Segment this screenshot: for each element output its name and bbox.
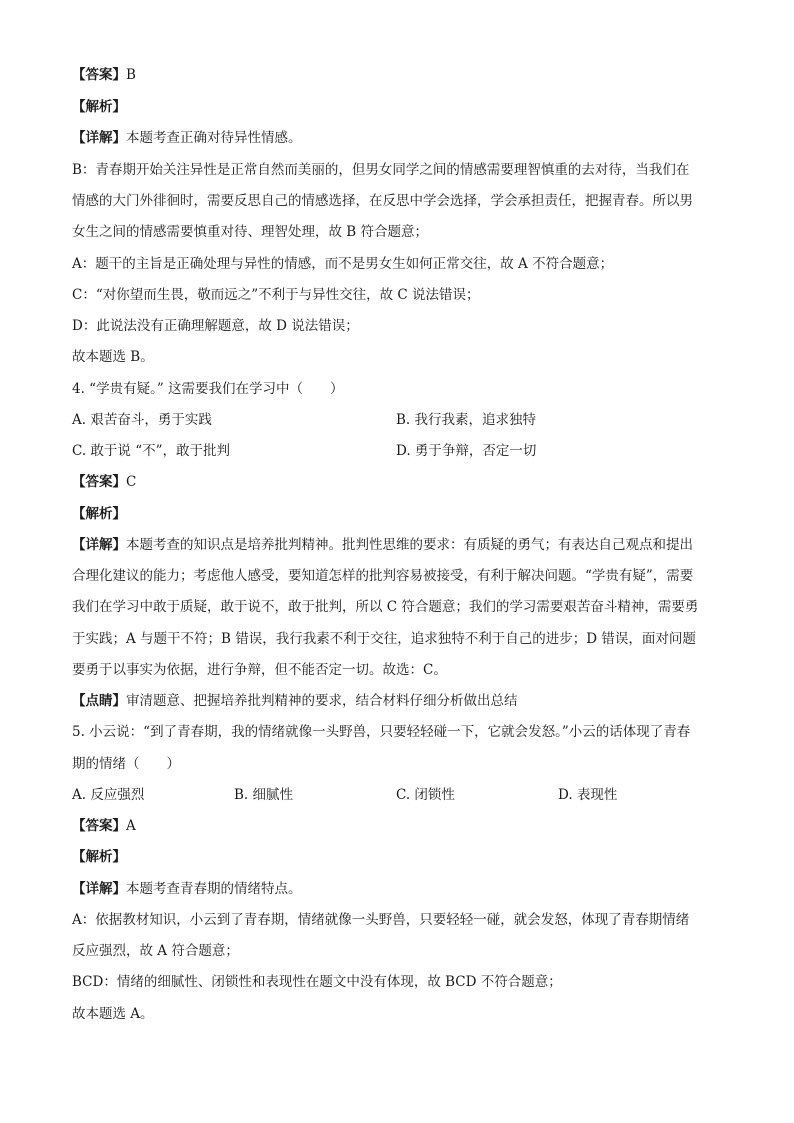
paragraph-line: 我们在学习中敢于质疑，敢于说不，敢于批判，所以 C 符合题意；我们的学习需要艰苦奋斗精神，需要勇	[72, 599, 699, 615]
q4-option-c: C. 敢于说 “不”，敢于批判	[72, 443, 231, 459]
question-5-line-2: 期的情绪（ ）	[72, 756, 180, 772]
q3-answer-line	[72, 65, 136, 85]
analysis-label: 【解析】	[72, 849, 126, 865]
paragraph-line: 故本题选 A。	[72, 1006, 154, 1022]
paragraph-line: 情感的大门外徘徊时，需要反思自己的情感选择，在反思中学会选择，学会承担责任，把握青春。所以男	[72, 193, 693, 209]
answer-label: 【答案】	[72, 67, 126, 83]
paragraph-line: 故本题选 B。	[72, 349, 154, 365]
answer-label: 【答案】	[72, 474, 126, 490]
q3-detail-line	[72, 128, 302, 148]
paragraph-line: 反应强烈，故 A 符合题意；	[72, 943, 239, 959]
q4-option-b: B. 我行我素，追求独特	[396, 412, 537, 428]
q5-answer-line	[72, 816, 136, 836]
paragraph-line: 要勇于以事实为依据，进行争辩，但不能否定一切。故选：C。	[72, 662, 447, 678]
q4-option-d: D. 勇于争辩，否定一切	[396, 443, 537, 459]
q5-option-d: D. 表现性	[558, 787, 618, 803]
detail-text: 本题考查的知识点是培养批判精神。批判性思维的要求：有质疑的勇气；有表达自己观点和提出	[126, 537, 693, 553]
q5-detail-line	[72, 879, 302, 899]
detail-label: 【详解】	[72, 130, 126, 146]
answer-value: C	[126, 474, 137, 490]
q4-analysis-label	[72, 504, 126, 524]
tip-text: 审清题意、把握培养批判精神的要求，结合材料仔细分析做出总结	[126, 693, 518, 709]
q5-analysis-label	[72, 847, 126, 867]
paragraph-line: B：青春期开始关注异性是正常自然而美丽的，但男女同学之间的情感需要理智慎重的去对待，当我们在	[72, 162, 690, 178]
tip-label: 【点睛】	[72, 693, 126, 709]
analysis-label: 【解析】	[72, 506, 126, 522]
detail-label: 【详解】	[72, 881, 126, 897]
question-4: 4. “学贵有疑。” 这需要我们在学习中（ ）	[72, 381, 344, 397]
q4-detail-line	[72, 535, 693, 555]
q5-option-a: A. 反应强烈	[72, 787, 145, 803]
question-5-line-1: 5. 小云说：“到了青春期，我的情绪就像一头野兽，只要轻轻碰一下，它就会发怒。”小云的话体现了青春	[72, 724, 691, 740]
paragraph-line: C：“对你望而生畏，敬而远之”不利于与异性交往，故 C 说法错误；	[72, 287, 480, 303]
paragraph-line: D：此说法没有正确理解题意，故 D 说法错误；	[72, 318, 359, 334]
analysis-label: 【解析】	[72, 99, 126, 115]
paragraph-line: 女生之间的情感需要慎重对待、理智处理，故 B 符合题意；	[72, 224, 429, 240]
paragraph-line: A：依据教材知识，小云到了青春期，情绪就像一头野兽，只要轻轻一碰，就会发怒，体现了青春期情绪	[72, 912, 690, 928]
answer-label: 【答案】	[72, 818, 126, 834]
q4-option-a: A. 艰苦奋斗，勇于实践	[72, 412, 212, 428]
detail-text: 本题考查青春期的情绪特点。	[126, 881, 302, 897]
q5-option-b: B. 细腻性	[234, 787, 294, 803]
paragraph-line: 于实践；A 与题干不符；B 错误，我行我素不利于交往，追求独特不利于自己的进步；D 错误，面对问题	[72, 631, 696, 647]
q4-tip-line	[72, 691, 518, 711]
q4-answer-line	[72, 472, 136, 492]
paragraph-line: BCD：情绪的细腻性、闭锁性和表现性在题文中没有体现，故 BCD 不符合题意；	[72, 974, 562, 990]
q5-option-c: C. 闭锁性	[396, 787, 455, 803]
detail-text: 本题考查正确对待异性情感。	[126, 130, 302, 146]
paragraph-line: A：题干的主旨是正确处理与异性的情感，而不是男女生如何正常交往，故 A 不符合题意；	[72, 256, 614, 272]
detail-label: 【详解】	[72, 537, 126, 553]
paragraph-line: 合理化建议的能力；考虑他人感受，要知道怎样的批判容易被接受，有利于解决问题。“学贵有疑”，需要	[72, 568, 694, 584]
q3-analysis-label	[72, 97, 126, 117]
answer-value: A	[126, 818, 136, 834]
answer-value: B	[126, 67, 136, 83]
